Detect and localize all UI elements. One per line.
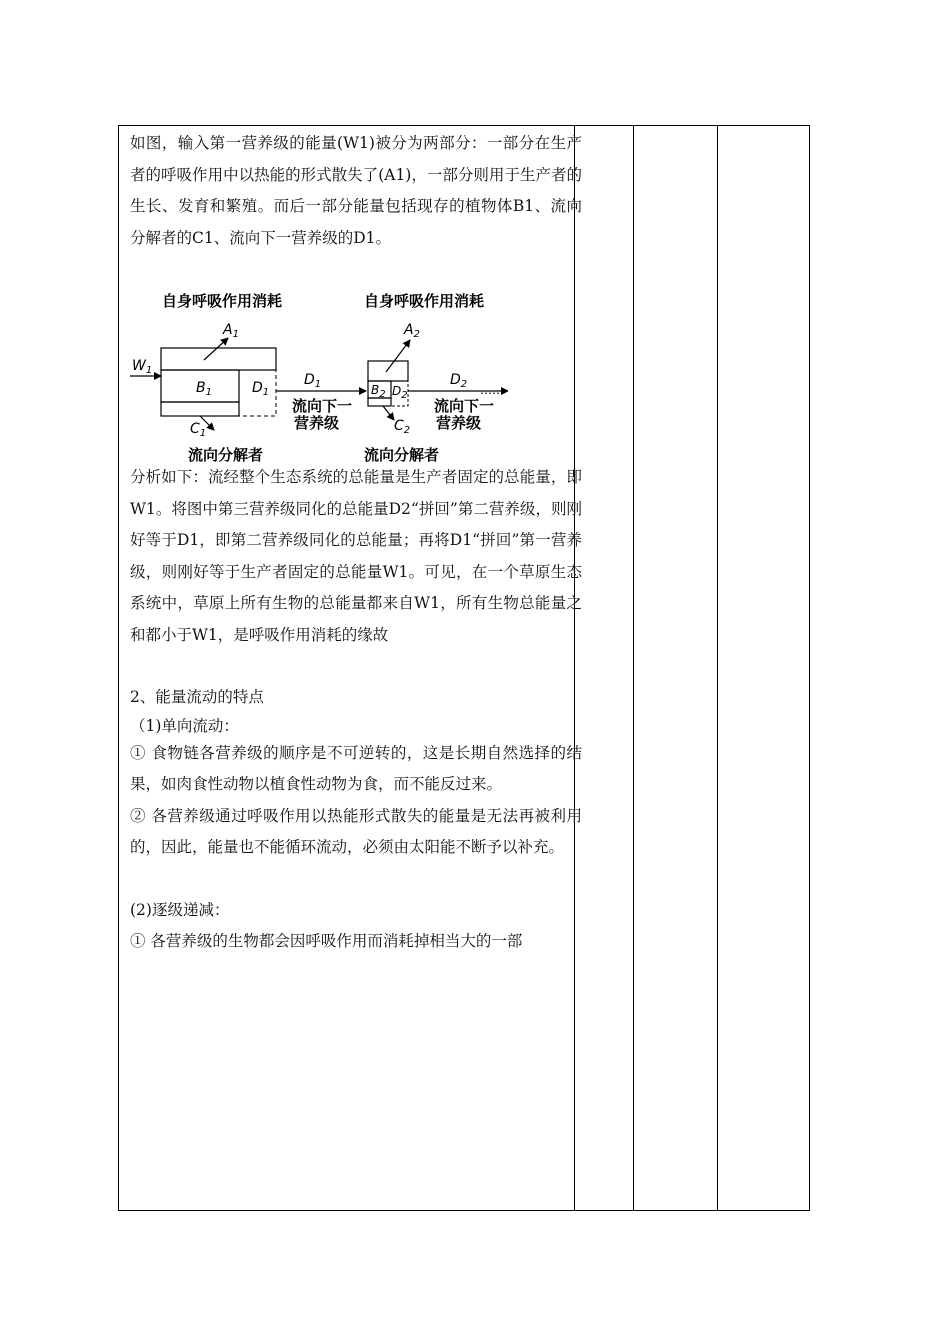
label-c1: $C_1$ [190,421,207,439]
heading-energy-flow-features: 2、能量流动的特点 [130,688,264,706]
label-b1: $B_1$ [196,380,212,398]
paragraph-energy-input: 如图，输入第一营养级的能量(W1)被分为两部分：一部分在生产者的呼吸作用中以热能的形式散失了(A1)，一部分则用于生产者的生长、发育和繁殖。而后一部分能量包括现存的植物体B1、流向分解者的C1、流向下一营养级的D1。 [130,134,582,247]
column-divider-3 [717,126,718,1210]
label-c2: $C_2$ [394,418,411,436]
label-next-level-1b: 营养级 [294,414,340,432]
subheading-one-way-flow: （1)单向流动： [130,716,239,735]
label-next-level-2a: 流向下一 [434,397,495,415]
subheading-gradual-decrease: (2)逐级递减： [130,900,230,919]
label-w1: $W_1$ [132,358,153,376]
arrow-a1 [204,338,228,360]
energy-flow-diagram [128,290,508,470]
label-a1: $A_1$ [223,322,239,340]
blank-line [130,651,582,682]
label-next-level-1a: 流向下一 [292,397,353,415]
arrow-c2 [383,406,394,420]
label-decomposer-2: 流向分解者 [364,446,440,464]
paragraph-analysis: 分析如下：流经整个生态系统的总能量是生产者固定的总能量，即W1。将图中第三营养级同化的总能量D2“拼回”第二营养级，则刚好等于D1，即第二营养级同化的总能量；再将D1“拼回”第一营养级，则刚好等于生产者固定的总能量W1。可见，在一个草原生态系统中，草原上所有生物的总能量都来自W1，所有生物总能量之和都小于W1，是呼吸作用消耗的缘故 [130,468,582,644]
label-a2: $A_2$ [404,322,420,340]
label-d1-box: $D_1$ [252,380,270,398]
label-next-level-2b: 营养级 [436,414,482,432]
arrow-a2 [386,340,410,372]
lesson-table [118,125,810,1211]
label-self-respiration-2: 自身呼吸作用消耗 [364,292,485,310]
point-respiration-loss: ① 各营养级的生物都会因呼吸作用而消耗掉相当大的一部 [130,932,523,950]
label-d2-box: $D_2$ [392,384,408,401]
column-divider-2 [633,126,634,1210]
box-w2-total [368,361,408,381]
box-c1 [161,402,239,416]
label-decomposer-1: 流向分解者 [188,446,264,464]
label-self-respiration-1: 自身呼吸作用消耗 [162,292,283,310]
point-irreversible: ① 食物链各营养级的顺序是不可逆转的，这是长期自然选择的结果，如肉食性动物以植食性动物为食，而不能反过来。 [130,743,582,793]
label-d1-arrow: $D_1$ [304,372,322,390]
content-cell [130,126,582,958]
point-no-cycle: ② 各营养级通过呼吸作用以热能形式散失的能量是无法再被利用的，因此，能量也不能循环流动，必须由太阳能不断予以补充。 [130,806,582,856]
blank-line [130,864,582,895]
label-b2: $B_2$ [371,383,386,400]
label-ellipsis: …… [480,383,504,397]
label-d2-arrow: $D_2$ [450,372,468,390]
box-w1-total [161,348,276,370]
